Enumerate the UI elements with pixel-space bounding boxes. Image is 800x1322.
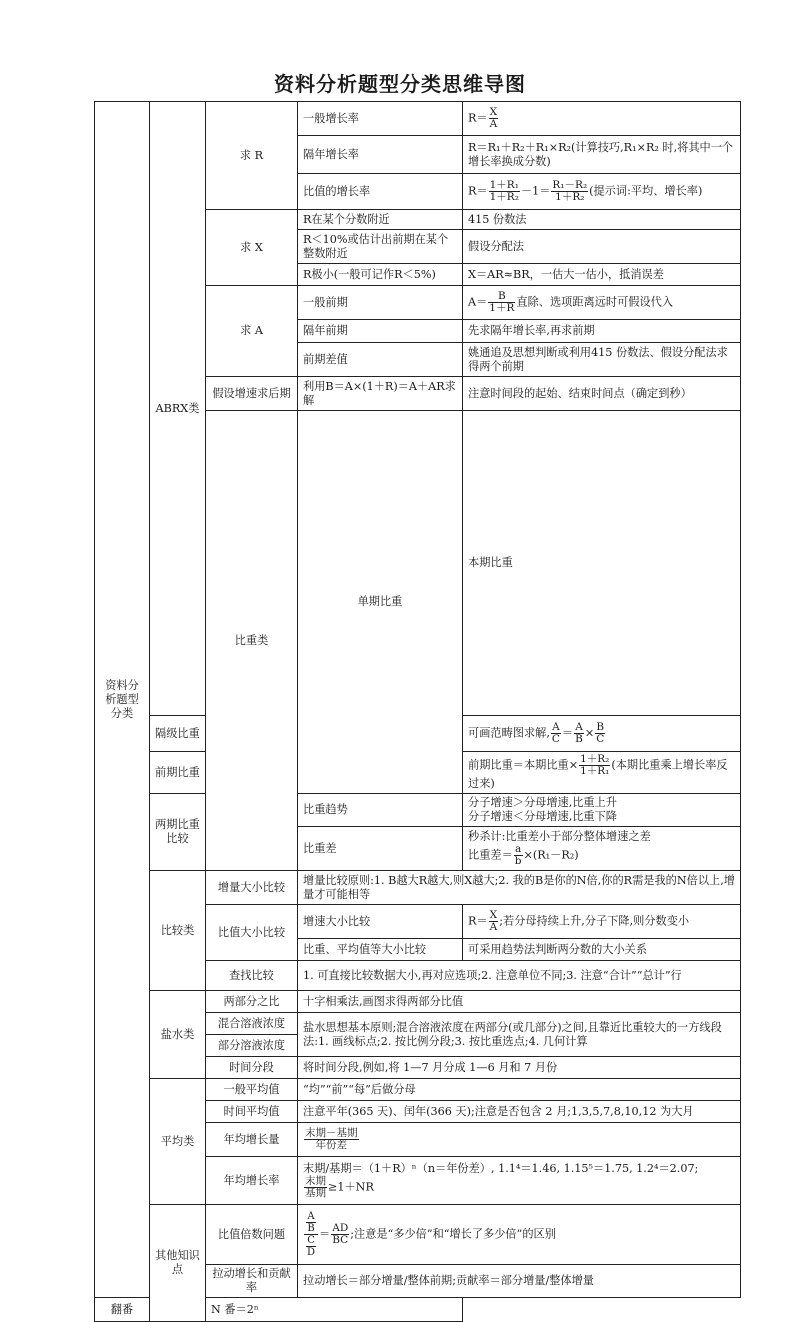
leaf-name: 本期比重 (463, 411, 741, 716)
leaf-name: R极小(一般可记作R＜5%) (298, 264, 463, 286)
leaf-desc: 先求隔年增长率,再求前期 (463, 320, 741, 343)
leaf-name: 一般增长率 (298, 102, 463, 136)
root-node: 资料分析题型分类 (95, 102, 150, 1298)
node-bufen: 部分溶液浓度 (206, 1035, 298, 1057)
leaf-desc: N 番＝2ⁿ (206, 1298, 463, 1322)
category-bijiao: 比较类 (150, 871, 206, 991)
category-qita: 其他知识点 (150, 1205, 206, 1322)
leaf-desc: $\frac{\text{末期－基期}}{\text{年份差}}$ (298, 1123, 741, 1157)
category-bizhong: 比重类 (206, 411, 298, 871)
node-zengliang: 增量大小比较 (206, 871, 298, 905)
leaf-desc: 拉动增长＝部分增量/整体前期;贡献率＝部分增量/整体增量 (298, 1265, 741, 1298)
leaf-desc: 前期比重＝本期比重× $\frac{\text{1＋R₂}}{\text{1＋R₁}}$ (本期比重乘上增长率反过来) (463, 752, 741, 794)
leaf-desc: 注意时间段的起始、结束时间点（确定到秒） (463, 377, 741, 411)
node-liangqi: 两期比重比较 (150, 794, 206, 871)
leaf-desc: “均”“前”“每”后做分母 (298, 1079, 741, 1101)
leaf-desc: 将时间分段,例如,将 1—7 月分成 1—6 月和 7 月份 (298, 1057, 741, 1079)
node-liangbufen: 两部分之比 (206, 991, 298, 1013)
node-chazhao: 查找比较 (206, 961, 298, 991)
leaf-desc: A＝ $\frac{B}{1+R}$ 直除、选项距离远时可假设代入 (463, 286, 741, 320)
mind-map-table (94, 101, 741, 1322)
leaf-desc: 十字相乘法,画图求得两部分比值 (298, 991, 741, 1013)
node-fanfan: 翻番 (95, 1298, 150, 1322)
node-shijian: 时间分段 (206, 1057, 298, 1079)
leaf-name: 隔级比重 (150, 716, 206, 752)
node-shijianpingjun: 时间平均值 (206, 1101, 298, 1123)
node-ladong: 拉动增长和贡献率 (206, 1265, 298, 1298)
node-nianjunlv: 年均增长率 (206, 1157, 298, 1205)
node-danqi: 单期比重 (298, 411, 463, 794)
leaf-name: 比值的增长率 (298, 174, 463, 210)
leaf-desc: R＝ $\frac{\text{1＋R₁}}{\text{1＋R₂}}$ －1＝ $\frac{\text{R₁－R₂}}{\text{1＋R₂}}$ (提示词:平均、增长率) (463, 174, 741, 210)
page-title: 资料分析题型分类思维导图 (274, 72, 526, 96)
node-yiban: 一般平均值 (206, 1079, 298, 1101)
leaf-name: 隔年前期 (298, 320, 463, 343)
leaf-desc: R＝R₁＋R₂＋R₁×R₂(计算技巧,R₁×R₂ 时,将其中一个增长率换成分数) (463, 136, 741, 174)
node-qiu-a: 求 A (206, 286, 298, 377)
leaf-name: 比重、平均值等大小比较 (298, 939, 463, 961)
leaf-name: 一般前期 (298, 286, 463, 320)
node-nianjunliang: 年均增长量 (206, 1123, 298, 1157)
leaf-name: 隔年增长率 (298, 136, 463, 174)
node-qiu-r: 求 R (206, 102, 298, 210)
leaf-desc: 姚通追及思想判断或利用415 份数法、假设分配法求得两个前期 (463, 343, 741, 377)
leaf-name: R＜10%或估计出前期在某个整数附近 (298, 230, 463, 264)
leaf-desc: 分子增速＞分母增速,比重上升 分子增速＜分母增速,比重下降 (463, 794, 741, 827)
node-bizhi: 比值大小比较 (206, 905, 298, 961)
leaf-desc: 末期/基期＝（1＋R）ⁿ（n＝年份差）, 1.1⁴＝1.46, 1.15⁵＝1.75, 1.2⁴＝2.07; $\frac{\text{末期}}{\text{基期}}$ ≥1＋NR (298, 1157, 741, 1205)
node-hunhe: 混合溶液浓度 (206, 1013, 298, 1035)
leaf-desc: 可采用趋势法判断两分数的大小关系 (463, 939, 741, 961)
leaf-name: 比重趋势 (298, 794, 463, 827)
category-abrx: ABRX类 (150, 102, 206, 716)
leaf-name: 前期比重 (150, 752, 206, 794)
node-jiashe: 假设增速求后期 (206, 377, 298, 411)
leaf-desc: 盐水思想基本原则;混合溶液浓度在两部分(或几部分)之间,且靠近比重较大的一方线段法:1. 画线标点;2. 按比例分段;3. 按比重选点;4. 几何计算 (298, 1013, 741, 1057)
leaf-desc: R＝ $\frac{X}{A}$ (463, 102, 741, 136)
leaf-desc: $\frac{\frac{A}{B}}{\frac{C}{D}}$ ＝ $\frac{AD}{BC}$ ;注意是“多少倍”和“增长了多少倍”的区别 (298, 1205, 741, 1265)
leaf-desc: R＝ $\frac{X}{A}$ ;若分母持续上升,分子下降,则分数变小 (463, 905, 741, 939)
node-qiu-x: 求 X (206, 210, 298, 286)
node-beishu: 比值倍数问题 (206, 1205, 298, 1265)
category-pingjun: 平均类 (150, 1079, 206, 1205)
leaf-desc: X＝AR≈BR，一估大一估小，抵消误差 (463, 264, 741, 286)
leaf-name: 比重差 (298, 827, 463, 871)
leaf-desc: 秒杀计:比重差小于部分整体增速之差 比重差＝ $\frac{a}{b}$ ×(R₁－R₂) (463, 827, 741, 871)
leaf-name: 利用B＝A×(1＋R)＝A＋AR求解 (298, 377, 463, 411)
leaf-desc: 注意平年(365 天)、闰年(366 天);注意是否包含 2 月;1,3,5,7,8,10,12 为大月 (298, 1101, 741, 1123)
leaf-desc: 1. 可直接比较数据大小,再对应选项;2. 注意单位不同;3. 注意“合计”“总计”行 (298, 961, 741, 991)
category-yanshui: 盐水类 (150, 991, 206, 1079)
leaf-desc: 增量比较原则:1. B越大R越大,则X越大;2. 我的B是你的N倍,你的R需是我的N倍以上,增量才可能相等 (298, 871, 741, 905)
leaf-name: 前期差值 (298, 343, 463, 377)
leaf-desc: 可画范畴图求解, $\frac{A}{C}$ ＝ $\frac{A}{B}$ × $\frac{B}{C}$ (463, 716, 741, 752)
leaf-name: R在某个分数附近 (298, 210, 463, 230)
leaf-name: 增速大小比较 (298, 905, 463, 939)
leaf-desc: 415 份数法 (463, 210, 741, 230)
leaf-desc: 假设分配法 (463, 230, 741, 264)
